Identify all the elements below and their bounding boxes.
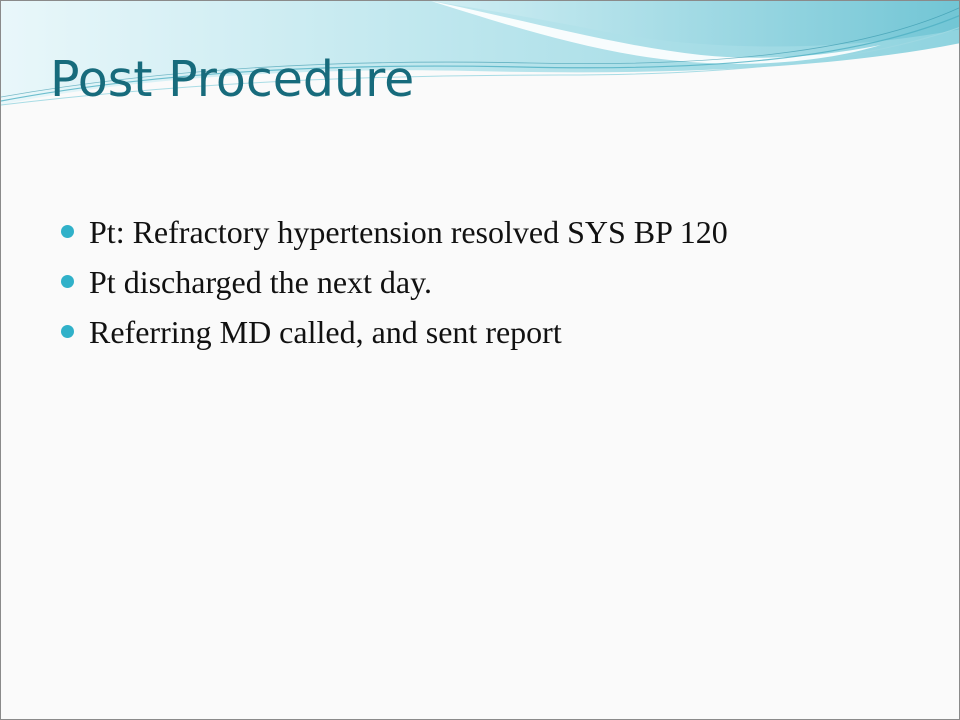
bullet-item xyxy=(61,257,728,307)
slide-title: Post Procedure xyxy=(50,51,415,108)
bullet-dot-icon xyxy=(61,275,74,288)
bullet-item xyxy=(61,307,728,357)
bullet-item xyxy=(61,207,728,257)
bullet-text: Referring MD called, and sent report xyxy=(89,314,562,350)
bullet-dot-icon xyxy=(61,225,74,238)
bullet-text: Pt: Refractory hypertension resolved SYS BP 120 xyxy=(89,214,728,250)
bullet-text: Pt discharged the next day. xyxy=(89,264,433,300)
bullet-list xyxy=(61,207,728,357)
bullet-dot-icon xyxy=(61,325,74,338)
